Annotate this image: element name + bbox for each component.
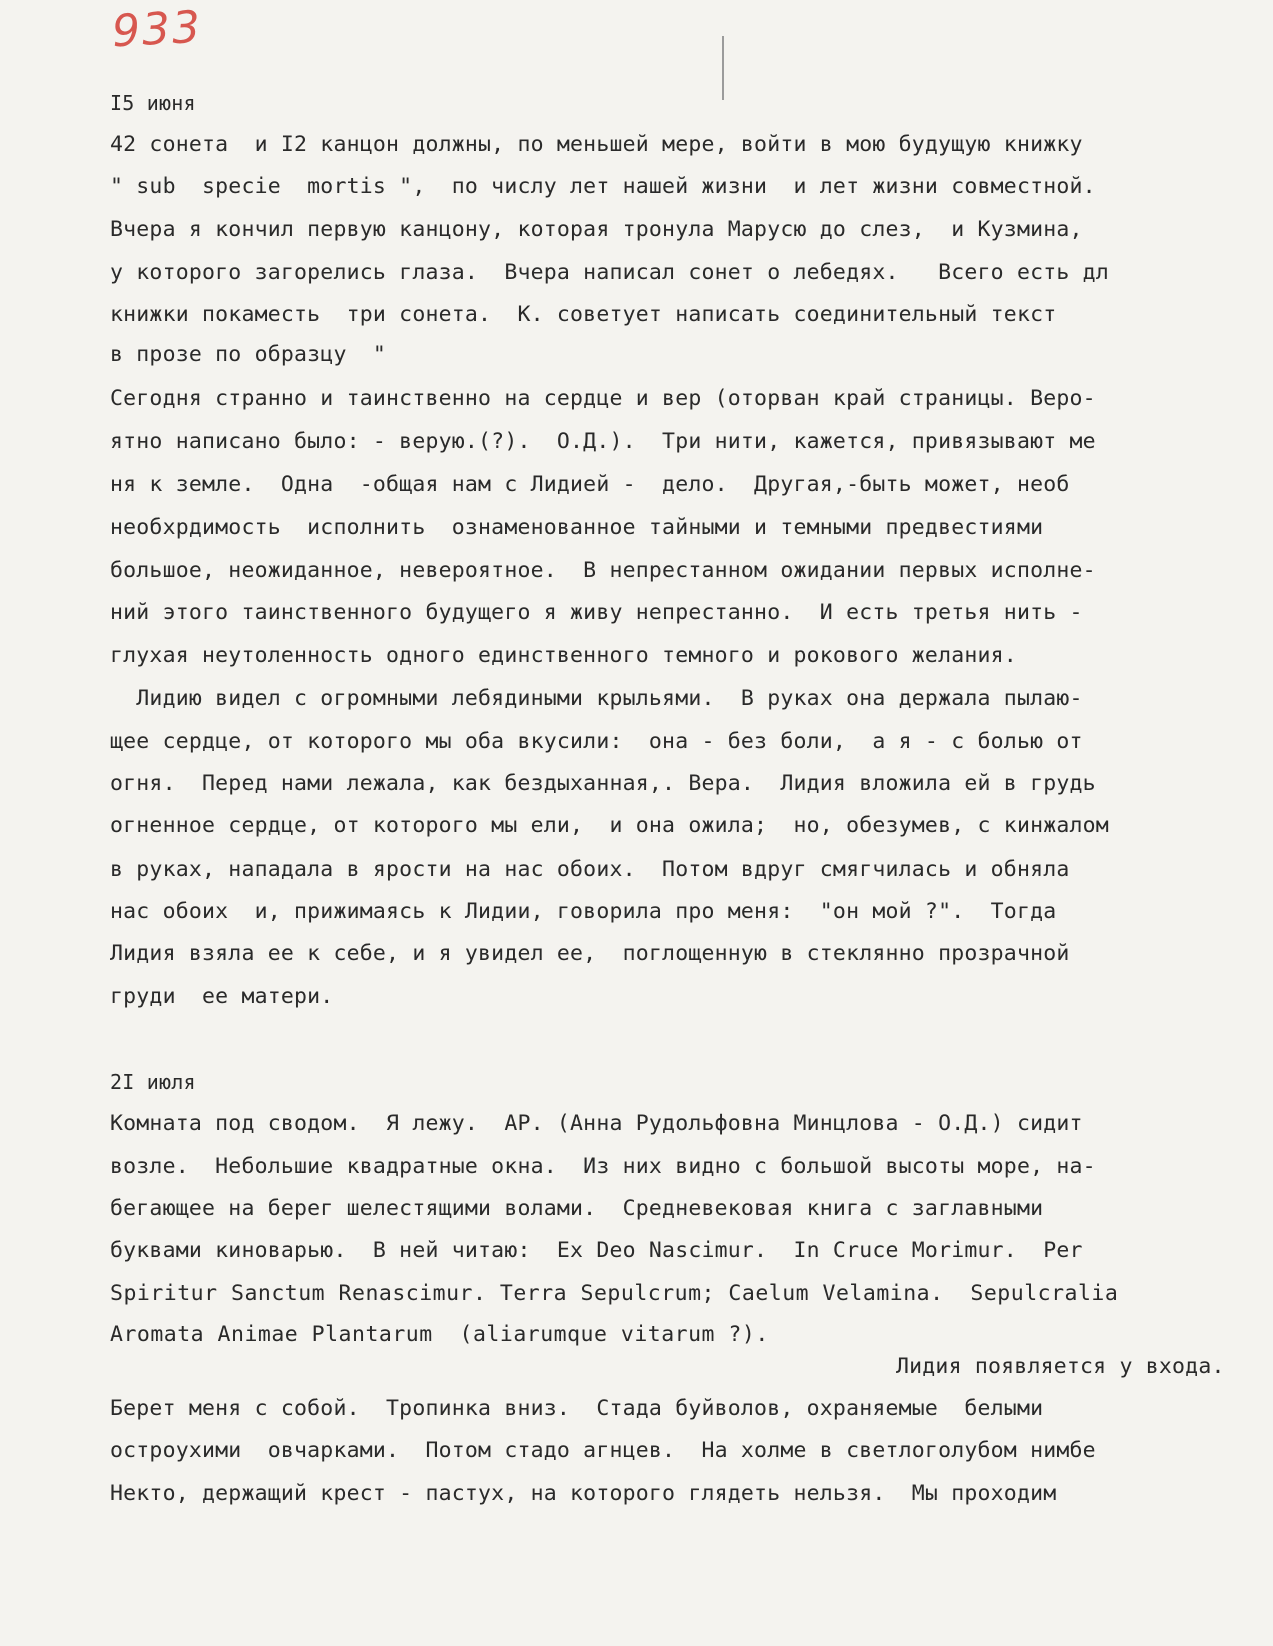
text-line: Лидию видел с огромными лебядиными крыльями. В руках она держала пылаю- (110, 686, 1083, 711)
text-line: нас обоих и, прижимаясь к Лидии, говорила про меня: "он мой ?". Тогда (110, 899, 1057, 924)
text-line: в прозе по образцу " (110, 342, 387, 367)
entry-date: 2I июля (110, 1070, 196, 1094)
fold-mark (722, 36, 724, 100)
text-line: Некто, держащий крест - пастух, на которого глядеть нельзя. Мы проходим (110, 1481, 1057, 1506)
text-line: остроухими овчарками. Потом стадо агнцев. На холме в светлоголубом нимбе (110, 1438, 1096, 1463)
text-line: Лидия появляется у входа. (896, 1354, 1225, 1379)
text-line: Лидия взяла ее к себе, и я увидел ее, поглощенную в стеклянно прозрачной (110, 941, 1070, 966)
text-line: щее сердце, от которого мы оба вкусили: она - без боли, а я - с болью от (110, 729, 1083, 754)
entry-date: I5 июня (110, 91, 196, 115)
text-line: груди ее матери. (110, 984, 334, 1009)
text-line: буквами киноварью. В ней читаю: Ex Deo Nascimur. In Cruce Morimur. Per (110, 1238, 1083, 1263)
text-line: Вчера я кончил первую канцону, которая тронула Марусю до слез, и Кузмина, (110, 217, 1083, 242)
text-line: бегающее на берег шелестящими волами. Средневековая книга с заглавными (110, 1196, 1044, 1221)
text-line: у которого загорелись глаза. Вчера написал сонет о лебедях. Всего есть дл (110, 260, 1109, 285)
text-line: Spiritur Sanctum Renascimur. Terra Sepulcrum; Caelum Velamina. Sepulcralia (110, 1281, 1119, 1306)
text-line: Комната под сводом. Я лежу. АР. (Анна Рудольфовна Минцлова - О.Д.) сидит (110, 1111, 1083, 1136)
text-line: 42 сонета и I2 канцон должны, по меньшей мере, войти в мою будущую книжку (110, 132, 1083, 157)
text-line: Aromata Animae Plantarum (aliarumque vitarum ?). (110, 1322, 769, 1347)
text-line: возле. Небольшие квадратные окна. Из них видно с большой высоты море, на- (110, 1154, 1096, 1179)
text-line: большое, неожиданное, невероятное. В непрестанном ожидании первых исполне- (110, 558, 1096, 583)
text-line: Берет меня с собой. Тропинка вниз. Стада буйволов, охраняемые белыми (110, 1396, 1044, 1421)
text-line: огня. Перед нами лежала, как бездыханная,. Вера. Лидия вложила ей в грудь (110, 771, 1096, 796)
text-line: книжки покаместь три сонета. К. советует написать соединительный текст (110, 302, 1057, 327)
text-line: " sub specie mortis ", по числу лет нашей жизни и лет жизни совместной. (110, 174, 1096, 199)
archive-number: 933 (110, 1, 204, 58)
text-line: Сегодня странно и таинственно на сердце и вер (оторван край страницы. Веро- (110, 386, 1096, 411)
text-line: огненное сердце, от которого мы ели, и она ожила; но, обезумев, с кинжалом (110, 813, 1109, 838)
text-line: ятно написано было: - верую.(?). О.Д.). Три нити, кажется, привязывают ме (110, 429, 1096, 454)
text-line: необхрдимость исполнить ознаменованное тайными и темными предвестиями (110, 515, 1044, 540)
text-line: глухая неутоленность одного единственного темного и рокового желания. (110, 643, 1017, 668)
text-line: в руках, нападала в ярости на нас обоих. Потом вдруг смягчилась и обняла (110, 857, 1070, 882)
text-line: ний этого таинственного будущего я живу непрестанно. И есть третья нить - (110, 600, 1083, 625)
text-line: ня к земле. Одна -общая нам с Лидией - дело. Другая,-быть может, необ (110, 472, 1070, 497)
